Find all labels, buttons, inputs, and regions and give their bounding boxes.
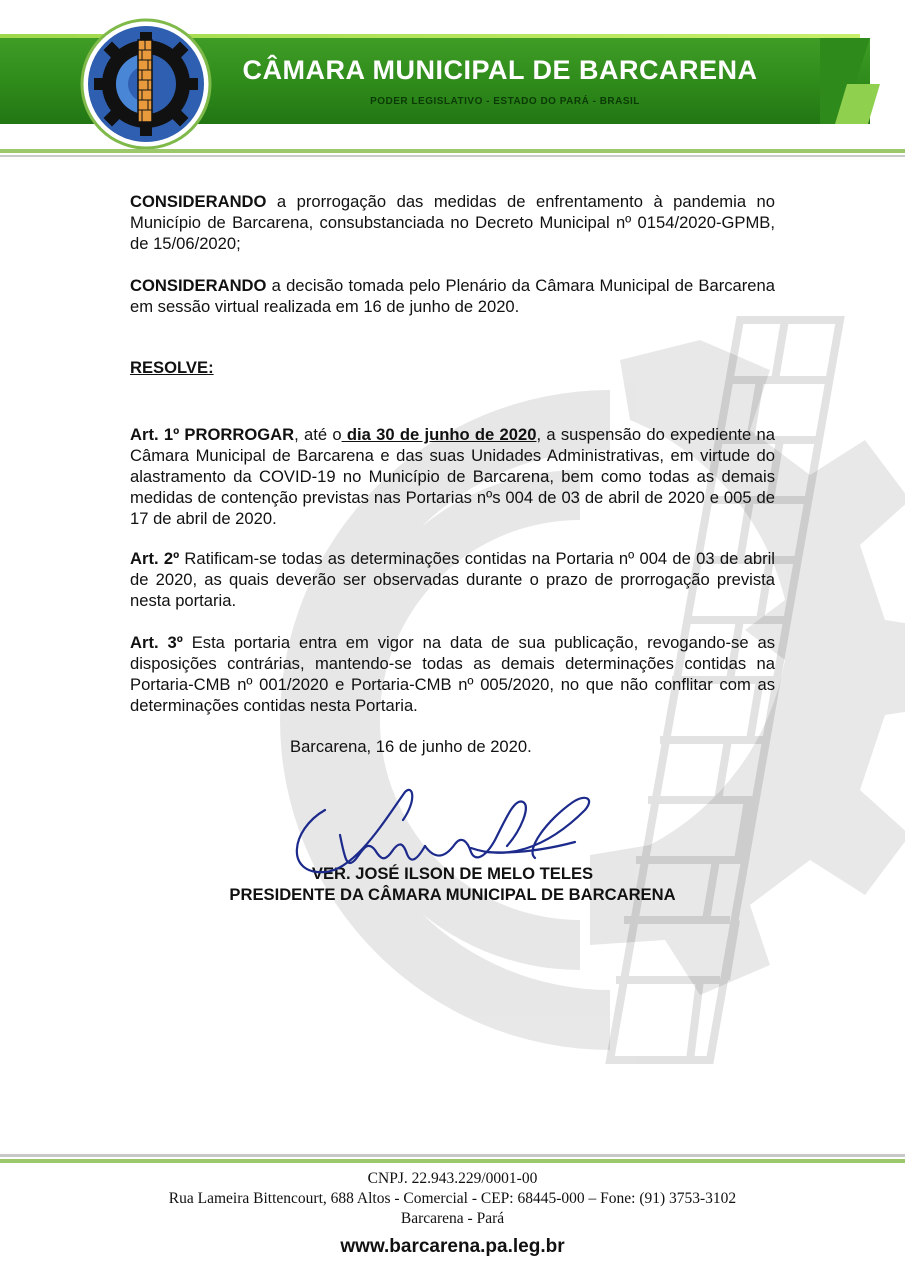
article-2-text: Ratificam-se todas as determinações contidas na Portaria nº 004 de 03 de abril de 2020, as quais deverão ser observadas durante o prazo de prorrogação prevista nesta portaria.: [130, 549, 775, 610]
article-3: [130, 632, 775, 716]
article-1-lead: Art. 1º PRORROGAR: [130, 425, 295, 444]
signatory-role: PRESIDENTE DA CÂMARA MUNICIPAL DE BARCARENA: [229, 885, 676, 904]
considerando-text: a prorrogação das medidas de enfrentamento à pandemia no Município de Barcarena, consubstanciada no Decreto Municipal nº 0154/2020-GPMB, de 15/06/2020;: [130, 192, 775, 253]
chamber-logo: [80, 18, 212, 150]
considerando-text: a decisão tomada pelo Plenário da Câmara Municipal de Barcarena em sessão virtual realizada em 16 de junho de 2020.: [130, 276, 775, 316]
header-title: CÂMARA MUNICIPAL DE BARCARENA: [242, 55, 758, 85]
footer-city: Barcarena - Pará: [400, 1210, 505, 1227]
header-rule-shadow: [0, 155, 905, 157]
footer-website-link[interactable]: www.barcarena.pa.leg.br: [340, 1236, 565, 1257]
header-rule: [0, 149, 905, 153]
footer-cnpj: CNPJ. 22.943.229/0001-00: [367, 1170, 538, 1187]
handwritten-signature: [285, 780, 605, 880]
place-and-date: Barcarena, 16 de junho de 2020.: [290, 737, 532, 756]
article-3-text: Esta portaria entra em vigor na data de sua publicação, revogando-se as disposições contrárias, mantendo-se todas as demais determinações contidas na Portaria-CMB nº 001/2020 e Portaria-CMB nº 005/2020, no que não conflitar com as determinações contidas nesta Portaria.: [130, 633, 776, 715]
article-1-text: , a suspensão do expediente na Câmara Municipal de Barcarena e das suas Unidades Administrativas, em virtude do alastramento da COVID-19 no Município de Barcarena, bem como todas as demais medidas de contenção previstas nas Portarias nºs 004 de 03 de abril de 2020 e 005 de 17 de abril de 2020.: [130, 425, 775, 528]
article-3-lead: Art. 3º: [130, 633, 183, 652]
signatory-name: VER. JOSÉ ILSON DE MELO TELES: [311, 864, 594, 883]
considerando-paragraph-1: [130, 191, 775, 254]
article-1-date: dia 30 de junho de 2020: [341, 425, 537, 444]
considerando-lead: CONSIDERANDO: [130, 276, 267, 295]
header-light-stripe: [835, 84, 880, 124]
considerando-paragraph-2: [130, 275, 775, 317]
article-2: [130, 548, 775, 611]
footer-rule: [0, 1159, 905, 1163]
resolve-heading: RESOLVE:: [130, 358, 214, 377]
considerando-lead: CONSIDERANDO: [130, 192, 267, 211]
footer-address: Rua Lameira Bittencourt, 688 Altos - Comercial - CEP: 68445-000 – Fone: (91) 3753-3102: [168, 1190, 737, 1207]
footer-rule-shadow: [0, 1154, 905, 1157]
article-1-pre: , até o: [294, 425, 342, 444]
article-2-lead: Art. 2º: [130, 549, 180, 568]
header-subtitle: PODER LEGISLATIVO - ESTADO DO PARÁ - BRASIL: [370, 96, 640, 107]
article-1: [130, 424, 775, 529]
